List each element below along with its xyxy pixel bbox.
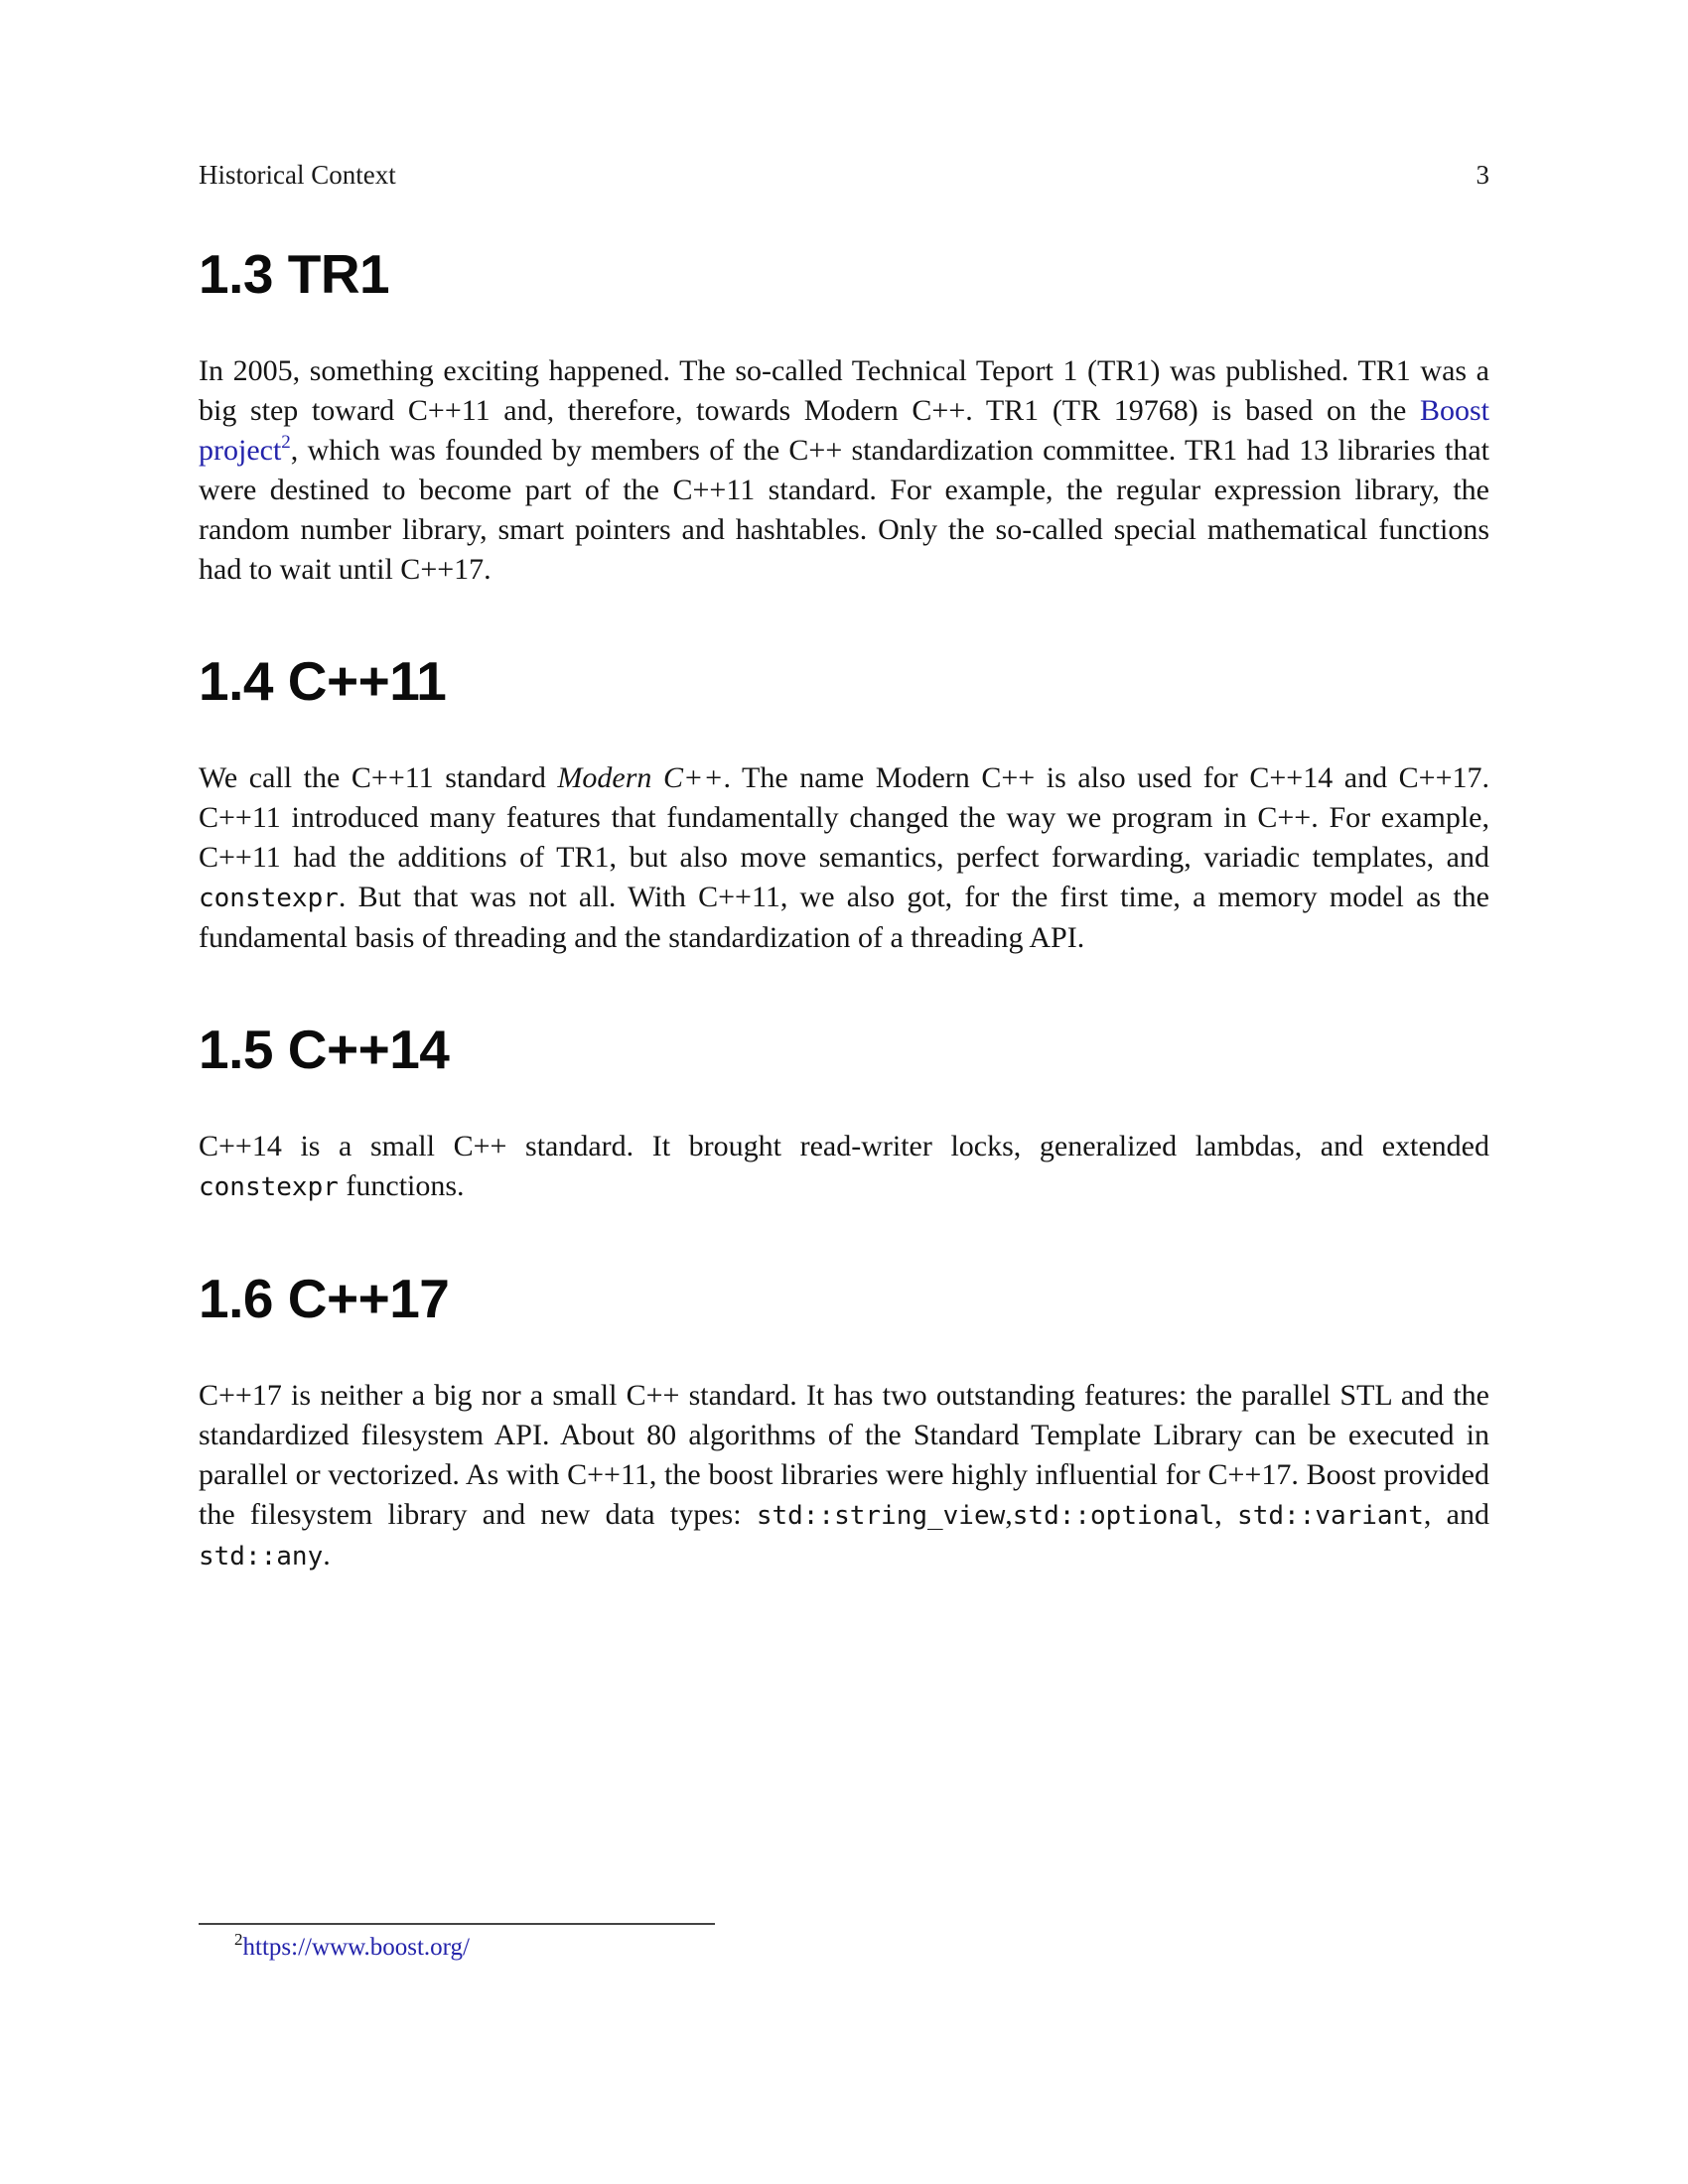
section-heading-1-6: 1.6 C++17 [199,1268,450,1329]
text-segment: . The name Modern C++ is also used for C++14 and C++17. C++11 introduced many features that fundamentally changed the way we program in C++. For example, C++11 had the additions of TR1, but also move semantics, perfect forwarding, variadic templates, and [199,761,1490,874]
footnote-text [199,1930,1489,1963]
text-segment: Modern C++ [557,761,724,794]
text-segment: std::any [199,1542,324,1571]
text-segment: C++14 is a small C++ standard. It brought read-writer locks, generalized lambdas, and extended [199,1130,1489,1162]
footnote-rule [199,1923,715,1925]
running-title: Historical Context [199,160,396,190]
paragraph-cpp17 [199,1376,1489,1576]
text-segment: . But that was not all. With C++11, we also got, for the first time, a memory model as the fundamental basis of threading and the standardization of a threading API. [199,881,1489,954]
paragraph-tr1 [199,351,1489,590]
boost-project-link[interactable]: Boost project [199,394,1489,467]
text-segment: functions. [338,1169,465,1202]
text-segment: We call the C++11 standard [199,761,558,794]
section-heading-1-3: 1.3 TR1 [199,243,390,305]
text-segment: , and [1423,1498,1489,1531]
page-number: 3 [1476,160,1489,190]
text-segment: constexpr [199,1172,339,1202]
footnote-marker: 2 [234,1930,243,1949]
footnote-ref-2[interactable]: 2 [281,432,291,453]
section-heading-1-4: 1.4 C++11 [199,650,447,712]
text-segment: C++17 is neither a big nor a small C++ standard. It has two outstanding features: the parallel STL and the standardized filesystem API. About 80 algorithms of the Standard Template Library can be executed in parallel or vectorized. As with C++11, the boost libraries were highly influential for C++17. Boost provided the filesystem library and new data types: [199,1379,1489,1531]
text-segment: constexpr [199,884,339,913]
text-segment: In 2005, something exciting happened. The so-called Technical Teport 1 (TR1) was published. TR1 was a big step toward C++11 and, therefore, towards Modern C++. TR1 (TR 19768) is based on the [199,354,1489,427]
footnote-url-link[interactable]: https://www.boost.org/ [242,1934,470,1961]
paragraph-cpp11 [199,758,1489,958]
text-segment: std::optional [1012,1501,1215,1531]
text-segment: , [1005,1498,1013,1531]
text-segment: . [323,1539,331,1571]
footnote [199,1923,1489,1963]
text-segment: std::variant [1237,1501,1424,1531]
text-segment: std::string_view [756,1501,1006,1531]
paragraph-cpp14 [199,1127,1489,1207]
text-segment: , which was founded by members of the C++ standardization committee. TR1 had 13 libraries that were destined to become part of the C++11 standard. For example, the regular expression library, the random number library, smart pointers and hashtables. Only the so-called special mathematical functions had to wait until C++17. [199,434,1489,586]
running-header [199,159,1489,191]
section-heading-1-5: 1.5 C++14 [199,1019,450,1080]
text-segment: , [1214,1498,1238,1531]
